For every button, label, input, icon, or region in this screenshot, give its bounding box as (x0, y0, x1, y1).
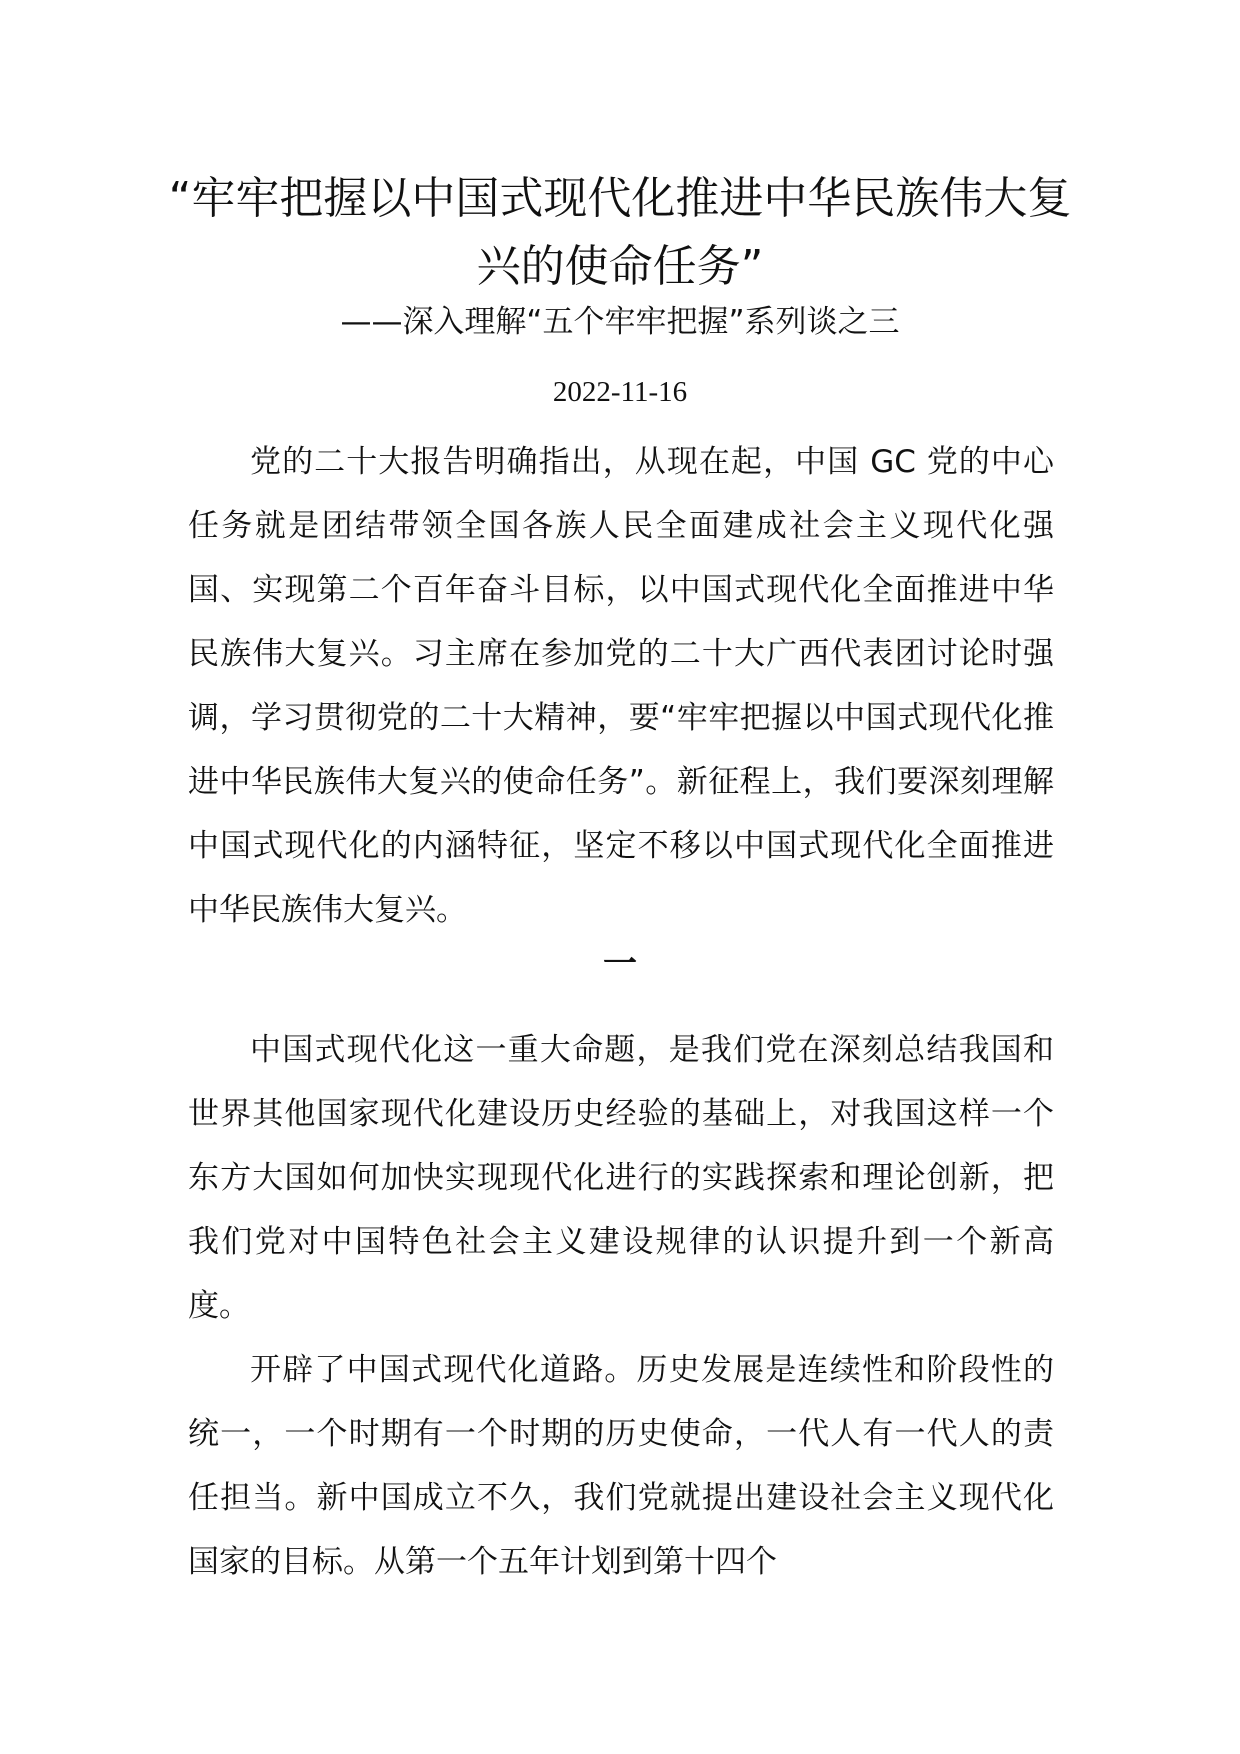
section-heading-one: 一 (603, 944, 637, 984)
article-date: 2022-11-16 (552, 376, 688, 408)
article-title: “牢牢把握以中国式现代化推进中华民族伟大复兴的使命任务” (168, 173, 1072, 292)
paragraph-1: 党的二十大报告明确指出，从现在起，中国 GC 党的中心任务就是团结带领全国各族人民全面建成社会主义现代化强国、实现第二个百年奋斗目标，以中国式现代化全面推进中华民族伟大复兴。习主席在参加党的二十大广西代表团讨论时强调，学习贯彻党的二十大精神，要“牢牢把握以中国式现代化推进中华民族伟大复兴的使命任务”。新征程上，我们要深刻理解中国式现代化的内涵特征，坚定不移以中国式现代化全面推进中华民族伟大复兴。 (188, 444, 1054, 928)
paragraph-2: 中国式现代化这一重大命题，是我们党在深刻总结我国和世界其他国家现代化建设历史经验的基础上，对我国这样一个东方大国如何加快实现现代化进行的实践探索和理论创新，把我们党对中国特色社会主义建设规律的认识提升到一个新高度。 (188, 1032, 1054, 1324)
paragraph-3: 开辟了中国式现代化道路。历史发展是连续性和阶段性的统一，一个时期有一个时期的历史使命，一代人有一代人的责任担当。新中国成立不久，我们党就提出建设社会主义现代化国家的目标。从第一个五年计划到第十四个 (188, 1352, 1054, 1580)
article-subtitle: ——深入理解“五个牢牢把握”系列谈之三 (340, 304, 900, 340)
